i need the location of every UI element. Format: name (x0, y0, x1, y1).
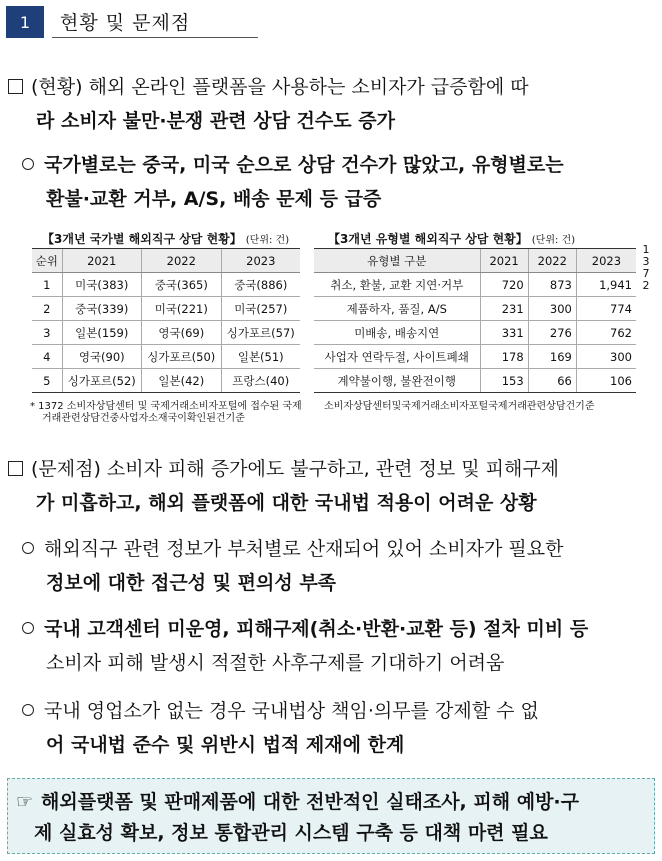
info-bullet (22, 532, 658, 600)
side-digit: 2 (642, 279, 650, 292)
problem-line-1: (문제점) 소비자 피해 증가에도 불구하고, 관련 정보 및 피해구제 (31, 458, 560, 480)
bullet-circle-icon (22, 158, 34, 170)
section-title: 현황 및 문제점 (52, 6, 258, 38)
table-row: 취소, 환불, 교환 지연·거부 720 873 1,941 (314, 273, 636, 297)
bullet1-line-2: 환불·교환 거부, A/S, 배송 문제 등 급증 (46, 188, 382, 210)
problem-paragraph (8, 452, 658, 520)
table-row: 2 중국(339) 미국(221) 미국(257) (32, 297, 300, 321)
problem-line-2: 가 미흡하고, 해외 플랫폼에 대한 국내법 적용이 어려운 상황 (36, 492, 537, 514)
conclusion-callout (7, 778, 655, 854)
checkbox-icon (8, 79, 23, 94)
table-row: 사업자 연락두절, 사이트폐쇄 178 169 300 (314, 345, 636, 369)
callout-line-2: 제 실효성 확보, 정보 통합관리 시스템 구축 등 대책 마련 필요 (34, 822, 548, 844)
bullet3-line-1: 국내 고객센터 미운영, 피해구제(취소·반환·교환 등) 절차 미비 등 (44, 618, 589, 640)
bullet-circle-icon (22, 542, 34, 554)
table-row: 미배송, 배송지연 331 276 762 (314, 321, 636, 345)
table-header-row: 유형별 구분 2021 2022 2023 (314, 249, 636, 273)
table-row: 1 미국(383) 중국(365) 중국(886) (32, 273, 300, 297)
table-row: 5 싱가포르(52) 일본(42) 프랑스(40) (32, 369, 300, 393)
side-digit: 1 (642, 243, 650, 256)
pointing-hand-icon: ☞ (16, 791, 34, 813)
checkbox-icon (8, 461, 23, 476)
law-bullet (22, 694, 658, 762)
country-table-caption: 【3개년 국가별 해외직구 상담 현황】 (단위: 건) (42, 232, 290, 246)
status-line-1: (현황) 해외 온라인 플랫폼을 사용하는 소비자가 급증함에 따 (31, 76, 529, 98)
callout-line-1: 해외플랫폼 및 판매제품에 대한 전반적인 실태조사, 피해 예방·구 (41, 791, 579, 813)
type-table (314, 248, 636, 393)
country-table (32, 248, 300, 393)
side-digit: 7 (642, 267, 650, 280)
table-row: 3 일본(159) 영국(69) 싱가포르(57) (32, 321, 300, 345)
type-table-caption: 【3개년 유형별 해외직구 상담 현황】 (단위: 건) (328, 232, 576, 246)
table-row: 계약불이행, 불완전이행 153 66 106 (314, 369, 636, 393)
bullet-circle-icon (22, 622, 34, 634)
table-row: 제품하자, 품질, A/S 231 300 774 (314, 297, 636, 321)
bullet4-line-1: 국내 영업소가 없는 경우 국내법상 책임·의무를 강제할 수 없 (44, 700, 539, 722)
bullet-circle-icon (22, 704, 34, 716)
table-row: 4 영국(90) 싱가포르(50) 일본(51) (32, 345, 300, 369)
footnote-left: * 1372 소비자상담센터 및 국제거래소비자포털에 접수된 국제 거래관련상담건중사업자소재국이확인된건기준 (30, 401, 302, 424)
table-header-row: 순위 2021 2022 2023 (32, 249, 300, 273)
bullet3-line-2: 소비자 피해 발생시 적절한 사후구제를 기대하기 어려움 (46, 652, 505, 674)
bullet4-line-2: 어 국내법 준수 및 위반시 법적 제재에 한계 (46, 734, 405, 756)
bullet1-line-1: 국가별로는 중국, 미국 순으로 상담 건수가 많았고, 유형별로는 (44, 154, 564, 176)
status-paragraph (8, 70, 658, 138)
bullet2-line-2: 정보에 대한 접근성 및 편의성 부족 (46, 572, 337, 594)
footnote-right: 소비자상담센터및국제거래소비자포털국제거래관련상담건기준 (324, 401, 595, 412)
section-header (6, 6, 258, 38)
country-type-bullet (22, 148, 658, 216)
section-number: 1 (6, 6, 44, 38)
status-line-2: 라 소비자 불만·분쟁 관련 상담 건수도 증가 (36, 110, 395, 132)
side-digit: 3 (642, 255, 650, 268)
bullet2-line-1: 해외직구 관련 정보가 부처별로 산재되어 있어 소비자가 필요한 (44, 538, 564, 560)
remedy-bullet (22, 612, 658, 680)
